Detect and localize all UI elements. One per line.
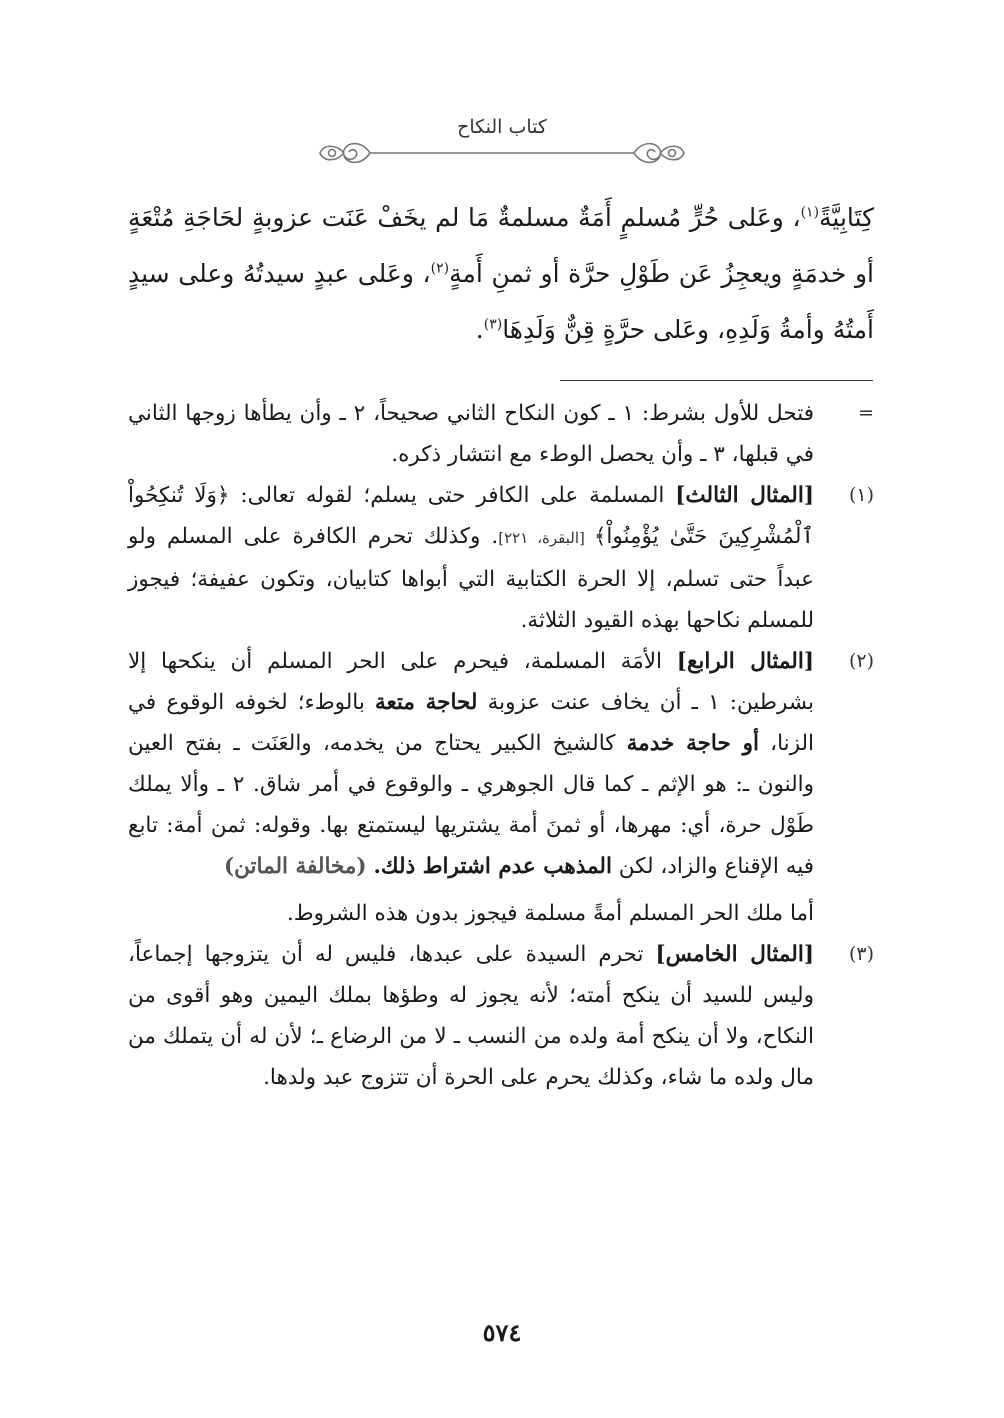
footnote-3-text: تحرم السيدة على عبدها، فليس له أن يتزوجها إجماعاً، وليس للسيد أن ينكح أمته؛ لأنه يجوز له وطؤها بملك اليمين وهو أقوى من النكاح، ولا أن ينكح أمة ولده من النسب ـ لا من الرضاع ـ؛ لأن له أن يتملك من مال ولده ما شاء، وكذلك يحرم على الحرة أن تتزوج عبد ولدها. [128, 942, 814, 1090]
main-text-segment: ، وعَلى عبدٍ سيدتُهُ وعلى سيدٍ أَمتُهُ وأمةُ وَلَدِهِ، وعَلى حرَّةٍ قِنٌّ وَلَدِهَا [128, 259, 874, 344]
footnote-1-body [128, 475, 814, 641]
footnote-ref-3[interactable]: (٣) [483, 316, 503, 333]
footnote-1-label: [المثال الثالث] [675, 483, 814, 508]
main-text-segment: كِتَابِيَّةً [819, 203, 874, 232]
quran-verse: ﴿وَلَا تُنكِحُواْ ٱلْمُشْرِكِينَ حَتَّىٰ يُؤْمِنُواْ﴾ [128, 483, 815, 549]
footnote-2-bold: لحاجة متعة [374, 690, 478, 715]
footnote-1 [128, 475, 874, 641]
continuation-marker: = [858, 402, 874, 424]
footnote-2-text: بالوطء؛ لخوفه الوقوع في الزنا، [128, 690, 814, 756]
main-text-segment: ، وعَلى حُرٍّ مُسلمٍ أَمَةٌ مسلمةٌ مَا لم يخَفْ عَنَت عزوبةٍ لحَاجَةِ مُتْعَةٍ أو خدمَةٍ ويعجِزُ عَن طَوْلِ حرَّة أو ثمنِ أَمةٍ [128, 203, 874, 288]
footnote-2-text: كالشيخ الكبير يحتاج من يخدمه، والعَنَت ـ بفتح العين والنون ـ: هو الإثم ـ كما قال الجوهري ـ والوقوع في أمر شاق. ٢ ـ وألا يملك طَوْل حرة، أي: مهرها، أو ثمنَ أمة يشتريها ليستمتع بها. وقوله: ثمن أمة: تابع فيه الإقناع والزاد، لكن [128, 731, 815, 879]
footnote-1-text: . وكذلك تحرم الكافرة على المسلم ولو عبداً حتى تسلم، إلا الحرة الكتابية التي أبواها كتابيان، وتكون عفيفة؛ فيجوز للمسلم نكاحها بهذه القيود الثلاثة. [128, 524, 814, 633]
continuation-text: فتحل للأول بشرط: ١ ـ كون النكاح الثاني صحيحاً، ٢ ـ وأن يطأها زوجها الثاني في قبلها، ٣ ـ وأن يحصل الوطء مع انتشار ذكره. [128, 401, 814, 467]
footnote-3-body [128, 934, 814, 1098]
footnote-3-label: [المثال الخامس] [655, 942, 815, 967]
footnote-ref-2[interactable]: (٢) [430, 260, 450, 277]
footnote-2-text: الأمَة المسلمة، فيحرم على الحر المسلم أن ينكحها إلا بشرطين: ١ ـ أن يخاف عنت عزوبة [128, 649, 814, 715]
main-paragraph [128, 190, 874, 358]
footnote-1-text: المسلمة على الكافر حتى يسلم؛ لقوله تعالى: [229, 483, 676, 508]
footnote-separator [560, 380, 873, 381]
footnote-ref-1[interactable]: (١) [800, 204, 820, 221]
footnote-continuation [128, 393, 874, 475]
footnote-2-bold: أو حاجة خدمة [626, 731, 759, 756]
footnotes [128, 393, 874, 1098]
main-text-segment: . [475, 315, 484, 344]
footnote-2 [128, 641, 874, 887]
footnote-2-label: [المثال الرابع] [676, 649, 814, 674]
page-number: ٥٧٤ [482, 1318, 522, 1347]
footnote-2-after: أما ملك الحر المسلم أمةً مسلمة فيجوز بدون هذه الشروط. [286, 901, 814, 926]
footnote-2-bold: المذهب عدم اشتراط ذلك. [373, 854, 612, 879]
footnote-1-marker: (١) [848, 484, 874, 506]
main-text [128, 190, 874, 358]
footnote-3-marker: (٣) [848, 943, 874, 965]
footnote-2-marker: (٢) [848, 650, 874, 672]
verse-reference: [البقرة، ٢٢١] [498, 529, 594, 547]
ornament-divider-icon [312, 136, 692, 170]
page-header [0, 108, 1004, 178]
footnote-2-body [128, 641, 814, 887]
running-title: كتاب النكاح [457, 116, 547, 138]
footnote-2-note: (مخالفة الماتن) [224, 854, 367, 879]
footnote-3 [128, 934, 874, 1098]
